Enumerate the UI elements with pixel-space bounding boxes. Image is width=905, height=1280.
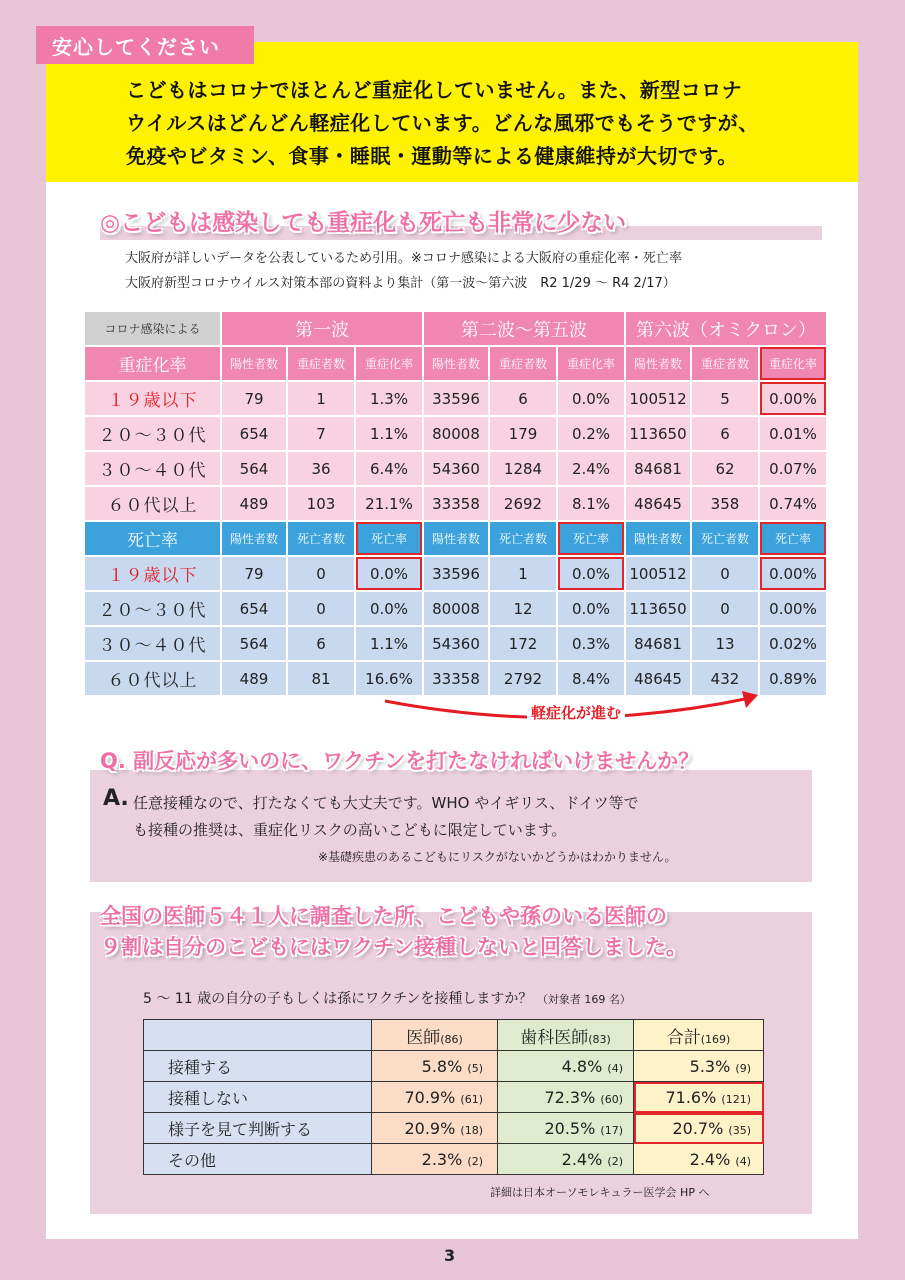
survey-count: (9) — [735, 1061, 751, 1075]
wave-header-row — [85, 312, 826, 345]
table-cell: 100512 — [626, 557, 690, 590]
table-cell: 172 — [490, 627, 556, 660]
death-col-header: 陽性者数 — [222, 522, 286, 555]
table-cell: 6 — [692, 417, 758, 450]
source-note-2: 大阪府新型コロナウイルス対策本部の資料より集計（第一波〜第六波 R2 1/29 〜 R4 2/17） — [125, 276, 676, 291]
reassure-tag: 安心してください — [36, 26, 254, 64]
table-cell: 6 — [490, 382, 556, 415]
table-cell: 0.07% — [760, 452, 826, 485]
survey-row-label: 接種する — [144, 1051, 372, 1082]
table-cell: 0.0% — [356, 557, 422, 590]
age-label: ６０代以上 — [85, 662, 220, 695]
death-col-header: 陽性者数 — [424, 522, 488, 555]
survey-count: (17) — [600, 1123, 623, 1137]
table-cell: 8.4% — [558, 662, 624, 695]
table-cell: 0.01% — [760, 417, 826, 450]
severe-col-header: 陽性者数 — [424, 347, 488, 380]
survey-title-line-1: 全国の医師５４１人に調査した所、こどもや孫のいる医師の — [100, 904, 667, 928]
survey-percent: 2.4% — [561, 1149, 603, 1169]
table-cell: 80008 — [424, 417, 488, 450]
survey-cell — [634, 1082, 764, 1113]
survey-title — [100, 901, 687, 963]
table-cell: 1.1% — [356, 417, 422, 450]
table-cell: 33358 — [424, 662, 488, 695]
age-label: ６０代以上 — [85, 487, 220, 520]
qa-question: Q. 副反応が多いのに、ワクチンを打たなければいけませんか？ — [100, 749, 700, 773]
table-cell: 33358 — [424, 487, 488, 520]
survey-question-text: 5 〜 11 歳の自分の子もしくは孫にワクチンを接種しますか？ — [143, 991, 533, 1007]
survey-cell — [498, 1144, 634, 1175]
age-label: ２０〜３０代 — [85, 592, 220, 625]
survey-row — [144, 1113, 764, 1144]
table-cell: 1284 — [490, 452, 556, 485]
death-subheader-row — [85, 522, 826, 555]
survey-cell — [372, 1113, 498, 1144]
table-cell: 0 — [288, 592, 354, 625]
death-label: 死亡率 — [85, 522, 220, 555]
survey-percent: 70.9% — [404, 1087, 456, 1107]
section1-title: ◎こどもは感染しても重症化も死亡も非常に少ない — [100, 210, 627, 236]
severe-col-header: 重症者数 — [490, 347, 556, 380]
survey-question — [143, 988, 631, 1008]
survey-col-count: (86) — [440, 1032, 463, 1046]
survey-percent: 2.3% — [421, 1149, 463, 1169]
survey-col-name: 医師 — [406, 1027, 441, 1048]
source-note-1: 大阪府が詳しいデータを公表しているため引用。※コロナ感染による大阪府の重症化率・死亡率 — [125, 251, 682, 266]
intro-line-1: こどもはコロナでほとんど重症化していません。また、新型コロナ — [126, 78, 743, 102]
wave-header: 第一波 — [222, 312, 422, 345]
survey-row — [144, 1144, 764, 1175]
table-cell: 5 — [692, 382, 758, 415]
table-cell: 0.00% — [760, 557, 826, 590]
table-cell: 54360 — [424, 452, 488, 485]
survey-row — [144, 1051, 764, 1082]
answer-mark: A. — [103, 786, 129, 811]
age-label: １９歳以下 — [85, 382, 220, 415]
table-cell: 12 — [490, 592, 556, 625]
death-col-header: 陽性者数 — [626, 522, 690, 555]
severe-subheader-row — [85, 347, 826, 380]
survey-col-header — [372, 1020, 498, 1051]
survey-row-label: 接種しない — [144, 1082, 372, 1113]
survey-percent: 4.8% — [561, 1056, 603, 1076]
table-cell: 654 — [222, 417, 286, 450]
table-cell: 79 — [222, 382, 286, 415]
table-cell: 13 — [692, 627, 758, 660]
table-cell: 2692 — [490, 487, 556, 520]
survey-source: 詳細は日本オーソモレキュラー医学会 HP へ — [490, 1186, 710, 1199]
survey-count: (5) — [467, 1061, 483, 1075]
osaka-data-table — [83, 310, 828, 697]
survey-row — [144, 1082, 764, 1113]
severe-col-header: 重症化率 — [558, 347, 624, 380]
severe-row — [85, 487, 826, 520]
answer-text — [133, 790, 793, 844]
table-cell: 33596 — [424, 557, 488, 590]
answer-line-1: 任意接種なので、打たなくても大丈夫です。WHO やイギリス、ドイツ等で — [133, 794, 639, 812]
survey-count: (4) — [607, 1061, 623, 1075]
answer-line-2: も接種の推奨は、重症化リスクの高いこどもに限定しています。 — [133, 821, 567, 839]
table-cell: 0.0% — [558, 592, 624, 625]
table-cell: 81 — [288, 662, 354, 695]
survey-table — [143, 1019, 764, 1175]
intro-line-3: 免疫やビタミン、食事・睡眠・運動等による健康維持が大切です。 — [126, 144, 738, 168]
table-cell: 36 — [288, 452, 354, 485]
table-cell: 54360 — [424, 627, 488, 660]
table-cell: 654 — [222, 592, 286, 625]
table-cell: 80008 — [424, 592, 488, 625]
table-cell: 103 — [288, 487, 354, 520]
survey-cell — [634, 1144, 764, 1175]
survey-count: (2) — [467, 1154, 483, 1168]
death-col-header: 死亡者数 — [692, 522, 758, 555]
survey-col-count: (169) — [700, 1032, 731, 1046]
survey-cell — [372, 1051, 498, 1082]
table-cell: 6.4% — [356, 452, 422, 485]
age-label: ３０〜４０代 — [85, 627, 220, 660]
severe-col-header: 重症化率 — [760, 347, 826, 380]
survey-count: (61) — [460, 1092, 483, 1106]
wave-header: 第六波（オミクロン） — [626, 312, 826, 345]
table-cell: 0.0% — [558, 382, 624, 415]
survey-count: (18) — [460, 1123, 483, 1137]
table-cell: 0.3% — [558, 627, 624, 660]
age-label: ３０〜４０代 — [85, 452, 220, 485]
death-col-header: 死亡率 — [558, 522, 624, 555]
table-cell: 6 — [288, 627, 354, 660]
survey-corner — [144, 1020, 372, 1051]
table-cell: 113650 — [626, 417, 690, 450]
table-cell: 0.0% — [558, 557, 624, 590]
age-label: １９歳以下 — [85, 557, 220, 590]
survey-cell — [634, 1113, 764, 1144]
table-cell: 84681 — [626, 627, 690, 660]
survey-count: (60) — [600, 1092, 623, 1106]
table-cell: 489 — [222, 487, 286, 520]
table-cell: 79 — [222, 557, 286, 590]
survey-count: (4) — [735, 1154, 751, 1168]
survey-percent: 20.7% — [672, 1118, 724, 1138]
table-cell: 2792 — [490, 662, 556, 695]
survey-row-label: 様子を見て判断する — [144, 1113, 372, 1144]
severe-label: 重症化率 — [85, 347, 220, 380]
survey-header-row — [144, 1020, 764, 1051]
table-cell: 8.1% — [558, 487, 624, 520]
survey-percent: 71.6% — [665, 1087, 717, 1107]
survey-count: (35) — [728, 1123, 751, 1137]
table-cell: 0.00% — [760, 592, 826, 625]
death-row — [85, 592, 826, 625]
survey-cell — [498, 1113, 634, 1144]
table-cell: 0 — [692, 557, 758, 590]
table-cell: 1.3% — [356, 382, 422, 415]
table-cell: 84681 — [626, 452, 690, 485]
survey-cell — [498, 1051, 634, 1082]
page-number: 3 — [444, 1246, 456, 1265]
severe-col-header: 重症化率 — [356, 347, 422, 380]
table-cell: 358 — [692, 487, 758, 520]
survey-col-count: (83) — [588, 1032, 611, 1046]
death-col-header: 死亡率 — [356, 522, 422, 555]
death-col-header: 死亡者数 — [490, 522, 556, 555]
table-cell: 0.02% — [760, 627, 826, 660]
answer-note: ※基礎疾患のあるこどもにリスクがないかどうかはわかりません。 — [318, 850, 677, 864]
survey-percent: 5.8% — [421, 1056, 463, 1076]
severe-col-header: 重症者数 — [692, 347, 758, 380]
table-cell: 0.0% — [356, 592, 422, 625]
table-cell: 62 — [692, 452, 758, 485]
survey-row-label: その他 — [144, 1144, 372, 1175]
severe-row — [85, 452, 826, 485]
table-cell: 100512 — [626, 382, 690, 415]
corner-label: コロナ感染による — [85, 312, 220, 345]
severe-col-header: 重症者数 — [288, 347, 354, 380]
age-label: ２０〜３０代 — [85, 417, 220, 450]
survey-target: （対象者 169 名） — [536, 993, 631, 1006]
table-cell: 0.00% — [760, 382, 826, 415]
survey-percent: 2.4% — [689, 1149, 731, 1169]
death-row — [85, 557, 826, 590]
table-cell: 113650 — [626, 592, 690, 625]
wave-header: 第二波〜第五波 — [424, 312, 624, 345]
table-cell: 0.74% — [760, 487, 826, 520]
table-cell: 179 — [490, 417, 556, 450]
survey-col-header — [634, 1020, 764, 1051]
table-cell: 564 — [222, 452, 286, 485]
table-cell: 0 — [288, 557, 354, 590]
table-cell: 2.4% — [558, 452, 624, 485]
survey-percent: 5.3% — [689, 1056, 731, 1076]
table-cell: 0 — [692, 592, 758, 625]
survey-cell — [372, 1144, 498, 1175]
survey-percent: 20.5% — [544, 1118, 596, 1138]
table-cell: 21.1% — [356, 487, 422, 520]
table-cell: 33596 — [424, 382, 488, 415]
death-row — [85, 627, 826, 660]
table-cell: 0.2% — [558, 417, 624, 450]
table-cell: 0.89% — [760, 662, 826, 695]
survey-col-name: 合計 — [666, 1027, 701, 1048]
table-cell: 7 — [288, 417, 354, 450]
survey-col-header — [498, 1020, 634, 1051]
survey-count: (121) — [721, 1092, 751, 1106]
death-col-header: 死亡者数 — [288, 522, 354, 555]
mild-trend-label: 軽症化が進む — [527, 702, 625, 723]
table-cell: 48645 — [626, 487, 690, 520]
table-cell: 564 — [222, 627, 286, 660]
survey-cell — [498, 1082, 634, 1113]
survey-col-name: 歯科医師 — [520, 1027, 589, 1048]
table-cell: 48645 — [626, 662, 690, 695]
severe-col-header: 陽性者数 — [626, 347, 690, 380]
table-cell: 16.6% — [356, 662, 422, 695]
intro-line-2: ウイルスはどんどん軽症化しています。どんな風邪でもそうですが、 — [126, 111, 759, 135]
severe-row — [85, 382, 826, 415]
table-cell: 489 — [222, 662, 286, 695]
survey-percent: 20.9% — [404, 1118, 456, 1138]
severe-row — [85, 417, 826, 450]
survey-percent: 72.3% — [544, 1087, 596, 1107]
survey-cell — [372, 1082, 498, 1113]
survey-cell — [634, 1051, 764, 1082]
severe-col-header: 陽性者数 — [222, 347, 286, 380]
table-cell: 1 — [288, 382, 354, 415]
survey-title-line-2: ９割は自分のこどもにはワクチン接種しないと回答しました。 — [100, 935, 687, 959]
death-col-header: 死亡率 — [760, 522, 826, 555]
table-cell: 1 — [490, 557, 556, 590]
table-cell: 432 — [692, 662, 758, 695]
table-cell: 1.1% — [356, 627, 422, 660]
survey-count: (2) — [607, 1154, 623, 1168]
